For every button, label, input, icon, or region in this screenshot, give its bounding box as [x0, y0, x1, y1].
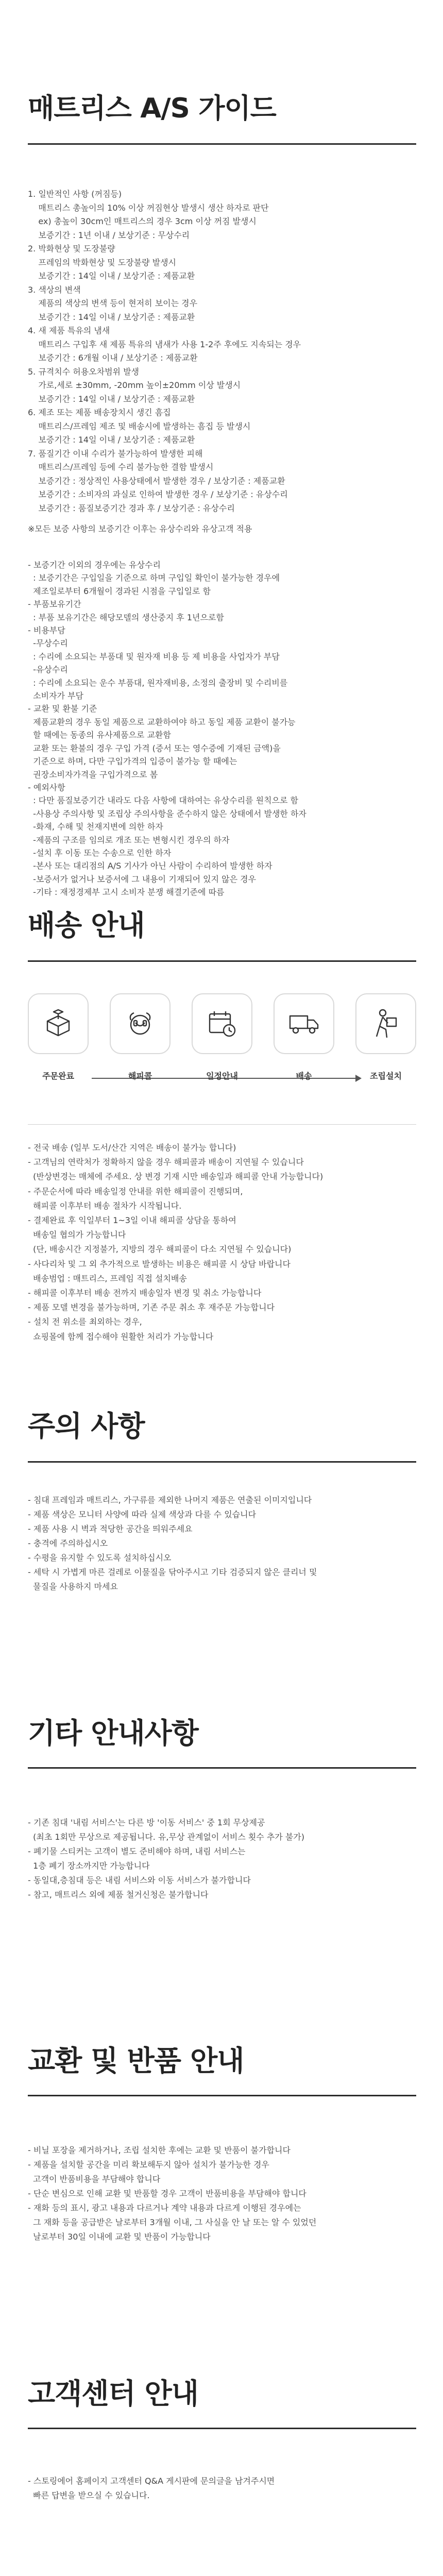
as-guide-line: 매트리스/프레임 등에 수리 불가능한 결함 발생시	[28, 462, 214, 472]
other-info-divider	[28, 1767, 416, 1769]
as-guide-note	[28, 522, 416, 536]
as-detail-line: - 교환 및 환불 기준	[28, 704, 97, 714]
as-detail-line: : 수리에 소요되는 운수 부품대, 원자재비용, 소정의 출장비 및 수리비를	[28, 677, 288, 688]
as-guide-line: 6. 제조 또는 제품 배송장치시 생긴 흠집	[28, 408, 171, 417]
delivery-info-line: - 고객님의 연락처가 정확하지 않을 경우 해피콜과 배송이 지연될 수 있습니다	[28, 1157, 304, 1167]
as-detail-line: 교환 또는 환불의 경우 구입 가격 (증서 또는 영수증에 기재된 금액)을	[28, 743, 281, 753]
as-detail-line: -기타 : 재정경제부 고시 소비자 분쟁 해결기준에 따름	[28, 887, 225, 897]
as-detail-line: : 수리에 소요되는 부품대 및 원자재 비용 등 제 비용을 사업자가 부담	[28, 651, 280, 662]
exchange-line: 날로부터 30일 이내에 교환 및 반품이 가능합니다	[28, 2232, 211, 2242]
as-detail-line: -본사 또는 대리점의 A/S 기사가 아닌 사람이 수리하여 발생한 하자	[28, 861, 272, 871]
exchange-divider	[28, 2095, 416, 2096]
exchange-line: - 재화 등의 표시, 광고 내용과 다르거나 계약 내용과 다르게 이행된 경우에는	[28, 2203, 301, 2213]
as-detail-line: - 보증기간 이외의 경우에는 유상수리	[28, 560, 161, 570]
as-guide-line: 2. 박화현상 및 도장불량	[28, 244, 115, 253]
as-guide-line: 보증기간 : 정상적인 사용상태에서 발생한 경우 / 보상기준 : 제품교환	[28, 476, 285, 486]
other-info-title: 기타 안내사항	[28, 1717, 198, 1750]
delivery-info-list	[28, 1141, 416, 1344]
step-shipping	[274, 993, 334, 1081]
delivery-info-line: - 주문순서에 따라 배송일정 안내를 위한 해피콜이 진행되며,	[28, 1186, 243, 1196]
as-detail-line: -제품의 구조를 임의로 개조 또는 변형시킨 경우의 하자	[28, 835, 230, 845]
other-info-line: - 폐기물 스티커는 고객이 별도 준비해야 하며, 내림 서비스는	[28, 1846, 246, 1856]
exchange-line: - 단순 변심으로 인해 교환 및 반품할 경우 고객이 반품비용을 부담해야 합니다	[28, 2189, 306, 2198]
as-detail-line: 제조일로부터 6개월이 경과된 시점을 구입일로 함	[28, 586, 211, 596]
step-label: 일정안내	[206, 1071, 238, 1081]
as-guide-line: 보증기간 : 소비자의 과실로 인하여 발생한 경우 / 보상기준 : 유상수리	[28, 489, 288, 499]
as-guide-line: 제품의 색상의 변색 등이 현저히 보이는 경우	[28, 298, 198, 308]
exchange-line: 고객이 반품비용을 부담해야 합니다	[28, 2174, 161, 2184]
exchange-list	[28, 2143, 416, 2244]
caution-line: - 침대 프레임과 매트리스, 가구류를 제외한 나머지 제품은 연출된 이미지입니다	[28, 1495, 312, 1505]
caution-title: 주의 사항	[28, 1410, 145, 1443]
as-guide-title: 매트리스 A/S 가이드	[28, 93, 276, 124]
delivery-info-line: - 결제완료 후 익일부터 1~3일 이내 해피콜 상담을 통하여	[28, 1215, 236, 1226]
other-info-line: - 기존 침대 '내림 서비스'는 다른 방 '이동 서비스' 중 1회 무상제공	[28, 1818, 265, 1827]
as-detail-line: - 부품보유기간	[28, 599, 81, 609]
as-guide-line: 보증기간 : 1년 이내 / 보상기준 : 무상수리	[28, 230, 190, 240]
other-info-list	[28, 1816, 416, 1902]
as-guide-line: 4. 새 제품 특유의 냄새	[28, 326, 110, 335]
as-guide-line: 매트리스/프레임 제조 및 배송시에 발생하는 흠집 등 발생시	[28, 421, 251, 431]
caution-line: - 세탁 시 가볍게 마른 걸레로 이물질을 닦아주시고 기타 검증되지 않은 클리너 및	[28, 1567, 317, 1577]
as-detail-line: : 보증기간은 구입일을 기준으로 하며 구입일 확인이 불가능한 경우에	[28, 573, 280, 583]
customer-center-line: 빠른 답변을 받으실 수 있습니다.	[28, 2490, 150, 2500]
step-label: 해피콜	[128, 1071, 152, 1081]
as-guide-line: ex) 총높이 30cm인 매트리스의 경우 3cm 이상 꺼짐 발생시	[28, 216, 257, 226]
step-schedule	[192, 993, 252, 1081]
delivery-info-line: 배송범업 : 매트리스, 프레임 직접 설치배송	[28, 1273, 187, 1283]
step-assembly	[355, 993, 416, 1081]
caution-line: - 충격에 주의하십시오	[28, 1538, 108, 1548]
customer-center-divider	[28, 2428, 416, 2429]
delivery-info-line: 해피콜 이후부터 배송 절차가 시작됩니다.	[28, 1200, 182, 1211]
as-detail-line: 기준으로 하며, 다만 구입가격의 입증이 불가능 할 때에는	[28, 756, 237, 767]
delivery-steps	[28, 993, 416, 1086]
delivery-info-line: - 사다리차 및 그 외 추가적으로 발생하는 비용은 해피콜 시 상담 바랍니다	[28, 1259, 291, 1269]
step-label: 배송	[296, 1071, 312, 1081]
as-guide-line: 보증기간 : 6개월 이내 / 보상기준 : 제품교환	[28, 353, 198, 363]
delivery-info-line: 배송일 협의가 가능합니다	[28, 1230, 126, 1240]
exchange-line: - 비닐 포장을 제거하거나, 조립 설치한 후에는 교환 및 반품이 불가합니다	[28, 2145, 291, 2155]
delivery-info-line: (반상변경는 매체에 주세요. 상 변경 기재 시만 배송일과 해피콜 안내 가능합니다)	[28, 1172, 323, 1182]
as-detail-line: -무상수리	[28, 638, 68, 649]
as-guide-line: 매트리스 총높이의 10% 이상 꺼짐현상 발생시 생산 하자로 판단	[28, 202, 269, 213]
caution-list	[28, 1493, 416, 1594]
as-guide-line: 보증기간 : 14일 이내 / 보상기준 : 제품교환	[28, 271, 195, 281]
exchange-title: 교환 및 반품 안내	[28, 2044, 244, 2077]
other-info-line: (최초 1회만 무상으로 제공됩니다. 유,무상 관계없이 서비스 횟수 추가 불가)	[28, 1832, 305, 1842]
as-guide-divider	[28, 143, 416, 145]
as-detail-line: -사용상 주의사항 및 조립상 주의사항을 준수하지 않은 상태에서 발생한 하자	[28, 808, 306, 819]
as-detail-line: : 부품 보유기간은 해당모델의 생산중지 후 1년으로함	[28, 612, 224, 622]
as-detail-line: - 비용부담	[28, 625, 65, 636]
delivery-info-line: - 전국 배송 (일부 도서/산간 지역은 배송이 불가능 합니다)	[28, 1143, 236, 1153]
as-detail-line: - 예외사항	[28, 782, 65, 792]
as-guide-line: 보증기간 : 14일 이내 / 보상기준 : 제품교환	[28, 394, 195, 404]
step-order-complete	[28, 993, 89, 1081]
step-happy-call	[110, 993, 171, 1081]
worker-icon	[355, 993, 416, 1054]
as-detail-line: -설치 후 이동 또는 수송으로 인한 하자	[28, 848, 172, 858]
caution-line: - 제품 색상은 모니터 사양에 따라 실제 색상과 다를 수 있습니다	[28, 1510, 257, 1519]
step-label: 주문완료	[42, 1071, 74, 1081]
note-text: ※모든 보증 사항의 보증기간 이후는 유상수리와 유상고객 적용	[28, 524, 252, 534]
as-guide-line: 1. 일반적인 사항 (꺼짐등)	[28, 189, 122, 199]
exchange-line: - 제품을 설치할 공간을 미리 확보해두지 않아 설치가 불가능한 경우	[28, 2160, 269, 2170]
delivery-info-line: - 제품 모델 변경을 불가능하며, 기존 주문 취소 후 재주문 가능합니다	[28, 1302, 275, 1313]
as-detail-line: 제품교환의 경우 동일 제품으로 교환하여야 하고 동일 제품 교환이 불가능	[28, 717, 296, 727]
other-info-line: 1층 폐기 장소까지만 가능합니다	[28, 1861, 150, 1871]
as-detail-line: 소비자가 부담	[28, 691, 83, 701]
as-guide-line: 3. 색상의 변색	[28, 284, 81, 295]
as-guide-line: 가로,세로 ±30mm, -20mm 높이±20mm 이상 발생시	[28, 380, 241, 390]
delivery-info-line: - 해피콜 이후부터 배송 전까지 배송일자 변경 및 취소 가능합니다	[28, 1288, 262, 1298]
customer-center-line: - 스토링에어 홈페이지 고객센터 Q&A 게시판에 문의글을 남겨주시면	[28, 2476, 275, 2486]
as-guide-line: 보증기간 : 품질보증기간 경과 후 / 보상기준 : 유상수리	[28, 503, 235, 513]
as-guide-line: 프레임의 박화현상 및 도장불량 발생시	[28, 257, 176, 267]
customer-center-list	[28, 2474, 416, 2503]
as-guide-details	[28, 558, 416, 899]
as-guide-list	[28, 188, 416, 515]
as-detail-line: -보증서가 없거나 보증서에 그 내용이 기재되어 있지 않은 경우	[28, 874, 257, 884]
delivery-info-line: 쇼핑몰에 함께 접수해야 원활한 처리가 가능합니다	[28, 1331, 214, 1342]
as-guide-line: 7. 품질기간 이내 수리가 불가능하여 발생한 피해	[28, 448, 203, 459]
as-detail-line: -화재, 수해 및 천재지변에 의한 하자	[28, 822, 163, 832]
other-info-line: - 참고, 매트리스 외에 제품 철거신청은 불가합니다	[28, 1890, 209, 1900]
as-guide-line: 5. 규격치수 허용오차범위 발생	[28, 366, 139, 377]
calendar-icon	[192, 993, 252, 1054]
exchange-line: 그 재화 등을 공급받은 날로부터 3개월 이내, 그 사실을 안 날 또는 알 수 있었던	[28, 2217, 317, 2227]
as-guide-line: 보증기간 : 14일 이내 / 보상기준 : 제품교환	[28, 312, 195, 322]
as-detail-line: -유상수리	[28, 665, 68, 675]
caution-line: - 수평을 유지할 수 있도록 설치하십시오	[28, 1553, 172, 1563]
delivery-divider	[28, 960, 416, 962]
as-guide-line: 매트리스 구입후 새 제품 특유의 냄새가 사용 1-2주 후에도 지속되는 경우	[28, 339, 301, 349]
customer-center-title: 고객센터 안내	[28, 2377, 198, 2410]
caution-line: - 제품 사용 시 벽과 적당한 공간을 띄워주세요	[28, 1524, 193, 1534]
as-detail-line: 권장소비자가격을 구입가격으로 봄	[28, 769, 158, 779]
phone-call-icon	[110, 993, 171, 1054]
other-info-line: - 동일대,층침대 등은 내림 서비스와 이동 서비스가 불가합니다	[28, 1875, 251, 1885]
truck-icon	[274, 993, 334, 1054]
as-detail-line: : 다만 품질보증기간 내라도 다음 사항에 대하여는 유상수리를 원칙으로 함	[28, 795, 299, 806]
delivery-info-line: - 설치 전 위소를 최외하는 경우,	[28, 1317, 142, 1327]
as-detail-line: 할 때에는 동종의 유사제품으로 교환함	[28, 730, 171, 740]
as-guide-line: 보증기간 : 14일 이내 / 보상기준 : 제품교환	[28, 435, 195, 445]
caution-divider	[28, 1461, 416, 1463]
delivery-info-line: (단, 배송시간 지정불가, 지방의 경우 해피콜이 다소 지연될 수 있습니다)	[28, 1244, 292, 1255]
delivery-title: 배송 안내	[28, 909, 145, 942]
delivery-info-divider	[28, 1124, 416, 1125]
step-label: 조립설치	[370, 1071, 402, 1081]
caution-line: 물질을 사용하지 마세요	[28, 1582, 118, 1591]
box-icon	[28, 993, 89, 1054]
